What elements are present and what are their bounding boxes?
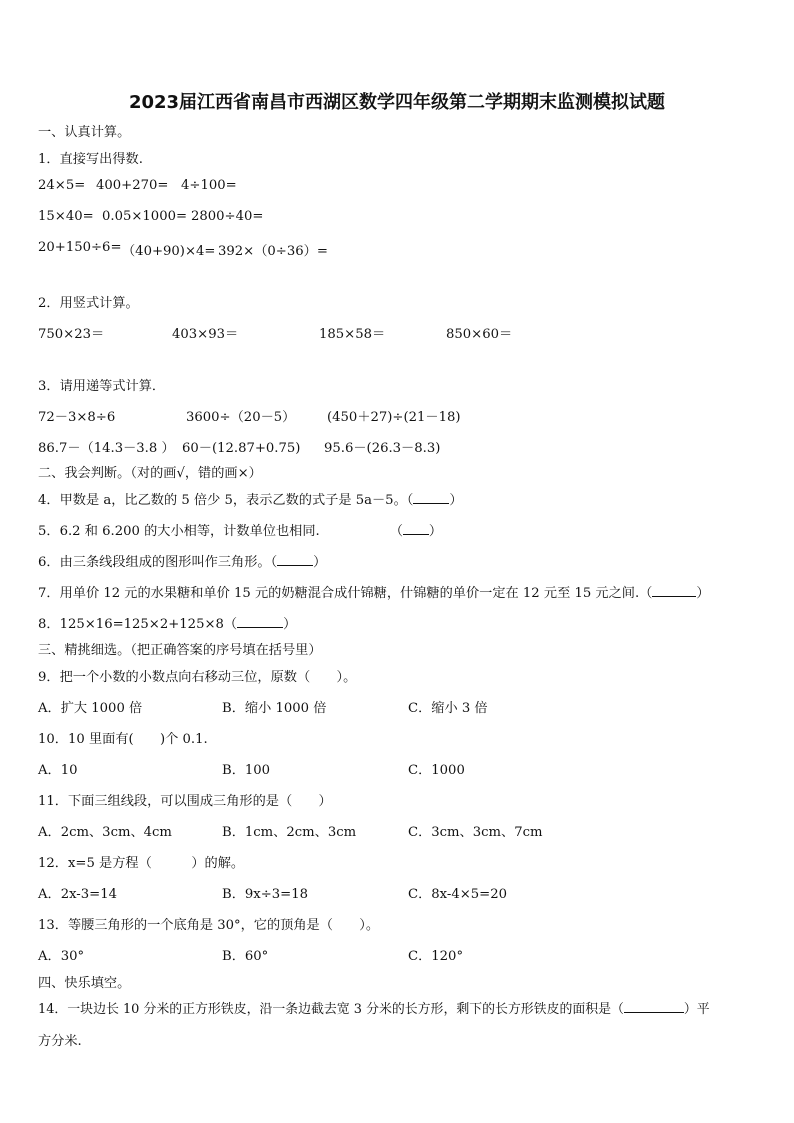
option-a[interactable]: A．30°: [38, 949, 85, 964]
option-a[interactable]: A．2x-3=14: [38, 887, 117, 902]
option-c[interactable]: C．3cm、3cm、7cm: [408, 825, 543, 840]
section-heading-4: 四、快乐填空。: [38, 976, 131, 991]
option-a[interactable]: A．10: [38, 763, 78, 778]
q1-item: 4÷100=: [181, 178, 237, 193]
option-a[interactable]: A．2cm、3cm、4cm: [38, 825, 172, 840]
option-b[interactable]: B．1cm、2cm、3cm: [222, 825, 357, 840]
answer-blank[interactable]: [237, 615, 283, 628]
q1-item: 20+150÷6=: [38, 240, 122, 255]
page-title: 2023届江西省南昌市西湖区数学四年级第二学期期末监测模拟试题: [128, 92, 666, 113]
question-6: [38, 551, 326, 570]
answer-blank[interactable]: [624, 1000, 684, 1013]
q1-item: 0.05×1000=: [102, 209, 188, 224]
bracket-close: ）: [313, 555, 327, 570]
question-2-title: 2．用竖式计算。: [38, 296, 139, 311]
bracket-close: ）: [283, 617, 297, 632]
question-11-text: 11．下面三组线段，可以围成三角形的是（ ）: [38, 794, 332, 809]
question-5: [38, 520, 442, 539]
q2-item: 403×93＝: [172, 327, 239, 342]
q1-item: 2800÷40=: [191, 209, 264, 224]
option-c[interactable]: C．1000: [408, 763, 465, 778]
q1-item: 15×40=: [38, 209, 94, 224]
answer-blank[interactable]: [277, 553, 313, 566]
bracket-close: ）平: [683, 1002, 710, 1017]
option-c[interactable]: C．120°: [408, 949, 464, 964]
q2-item: 850×60＝: [446, 327, 513, 342]
question-6-text: 6．由三条线段组成的图形叫作三角形。（: [38, 555, 278, 570]
q3-item: 60－(12.87+0.75): [182, 441, 301, 456]
question-13-text: 13．等腰三角形的一个底角是 30°，它的顶角是（ ）。: [38, 918, 380, 933]
bracket-open: （: [389, 524, 403, 539]
option-c[interactable]: C．8x-4×5=20: [408, 887, 507, 902]
option-b[interactable]: B．60°: [222, 949, 269, 964]
bracket-close: ）: [696, 586, 710, 601]
question-14: [38, 998, 710, 1017]
question-1-title: 1．直接写出得数.: [38, 152, 143, 167]
question-8-text: 8．125×16=125×2+125×8（: [38, 617, 238, 632]
question-14-text: 14．一块边长 10 分米的正方形铁皮，沿一条边截去宽 3 分米的长方形，剩下的长方形铁皮的面积是（: [38, 1002, 624, 1017]
option-b[interactable]: B．缩小 1000 倍: [222, 701, 327, 716]
option-a[interactable]: A．扩大 1000 倍: [38, 701, 143, 716]
q2-item: 185×58＝: [319, 327, 386, 342]
q2-item: 750×23＝: [38, 327, 105, 342]
question-14-line2: 方分米.: [38, 1034, 82, 1049]
q3-item: 3600÷（20－5）: [186, 410, 296, 425]
section-heading-2: 二、我会判断。（对的画√，错的画×）: [38, 466, 262, 481]
option-b[interactable]: B．100: [222, 763, 271, 778]
bracket-close: ）: [428, 524, 443, 539]
question-12-text: 12．x=5 是方程（ ）的解。: [38, 856, 245, 871]
question-7-text: 7．用单价 12 元的水果糖和单价 15 元的奶糖混合成什锦糖，什锦糖的单价一定在 12 元至 15 元之间.（: [38, 586, 653, 601]
q1-item: 392×（0÷36）=: [218, 244, 328, 259]
question-8: [38, 613, 296, 632]
section-heading-1: 一、认真计算。: [38, 125, 131, 140]
answer-blank[interactable]: [403, 522, 429, 535]
option-b[interactable]: B．9x÷3=18: [222, 887, 308, 902]
q1-item: （40+90)×4=: [122, 244, 216, 259]
question-10-text: 10．10 里面有( )个 0.1.: [38, 732, 208, 747]
question-4-text: 4．甲数是 a，比乙数的 5 倍少 5，表示乙数的式子是 5a－5。（: [38, 493, 414, 508]
q3-item: 95.6－(26.3－8.3): [324, 441, 441, 456]
q3-item: 72－3×8÷6: [38, 410, 116, 425]
question-7: [38, 582, 710, 601]
q3-item: (450＋27)÷(21－18): [327, 410, 461, 425]
q3-item: 86.7－（14.3－3.8 ）: [38, 441, 175, 456]
bracket-close: ）: [449, 493, 463, 508]
answer-blank[interactable]: [652, 584, 696, 597]
section-heading-3: 三、精挑细选。（把正确答案的序号填在括号里）: [38, 643, 322, 658]
question-3-title: 3．请用递等式计算．: [38, 379, 166, 394]
question-5-text: 5．6.2 和 6.200 的大小相等，计数单位也相同.: [38, 524, 320, 539]
q1-item: 24×5=: [38, 178, 86, 193]
answer-blank[interactable]: [413, 491, 449, 504]
question-9-text: 9．把一个小数的小数点向右移动三位，原数（ ）。: [38, 670, 357, 685]
option-c[interactable]: C．缩小 3 倍: [408, 701, 488, 716]
q1-item: 400+270=: [96, 178, 169, 193]
question-4: [38, 489, 463, 508]
